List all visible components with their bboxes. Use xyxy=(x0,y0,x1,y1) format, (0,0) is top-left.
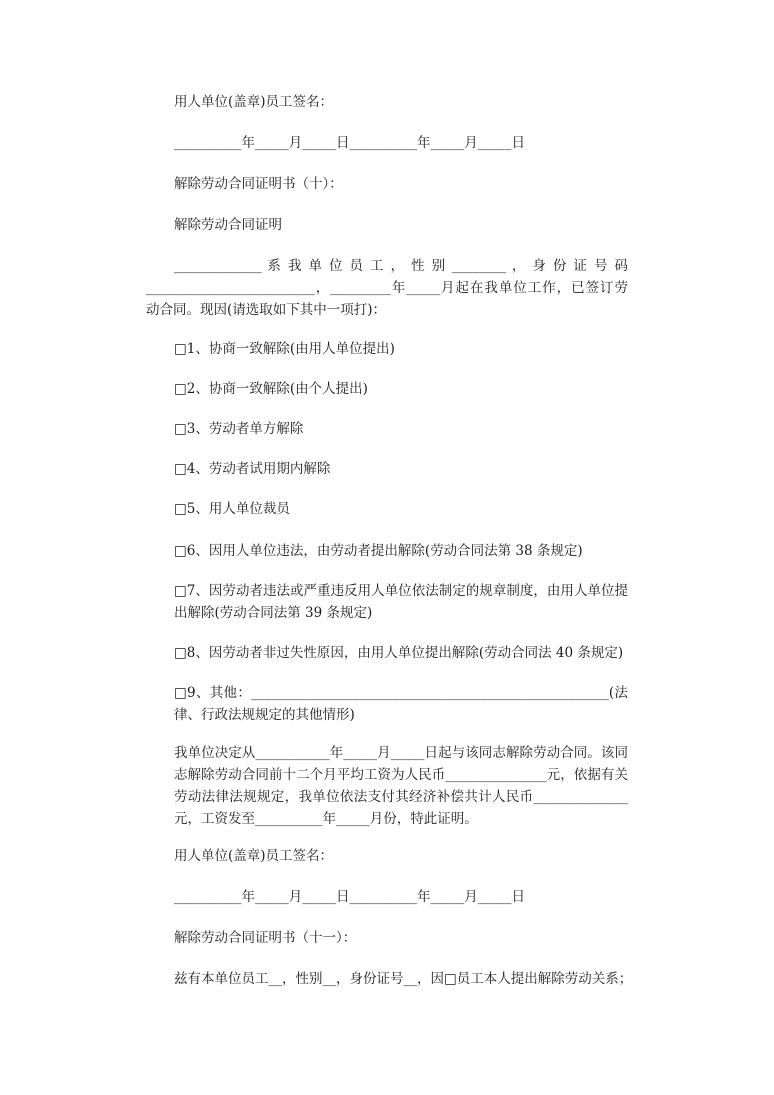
option-item: □5、用人单位裁员 xyxy=(174,501,290,517)
intro-paragraph-line: _____________ 系 我 单 位 员 工 ， 性 别 ________ ， 身 份 证 号 码 xyxy=(174,258,628,274)
section-subtitle: 解除劳动合同证明 xyxy=(174,217,282,233)
option-item: □8、因劳动者非过失性原因，由用人单位提出解除(劳动合同法 40 条规定) xyxy=(174,645,624,661)
option-item: □1、协商一致解除(由用人单位提出) xyxy=(174,341,395,357)
intro-paragraph-line: _________________________，_________年_____月起在我单位工作，已签订劳 xyxy=(146,280,628,296)
decision-paragraph: 我单位决定从___________年_____月_____日起与该同志解除劳动合同。该同志解除劳动合同前十二个月平均工资为人民币_______________元，依据有关劳动法律法规规定，我单位依法支付其经济补偿共计人民币______________元，工资发至__________年_____月份，特此证明。 xyxy=(174,745,628,827)
option-item: □9、其他：_____________________________________________________(法律、行政法规规定的其他情形) xyxy=(174,685,628,723)
date-line: __________年_____月_____日__________年_____月_____日 xyxy=(174,889,525,905)
option-item: □4、劳动者试用期内解除 xyxy=(174,461,331,477)
section-title: 解除劳动合同证明书（十）： xyxy=(174,176,343,192)
intro-paragraph-line: 动合同。现因(请选取如下其中一项打)： xyxy=(146,302,387,318)
signature-line: 用人单位(盖章)员工签名： xyxy=(174,848,334,864)
option-item: □2、协商一致解除(由个人提出) xyxy=(174,381,368,397)
option-item: □6、因用人单位违法，由劳动者提出解除(劳动合同法第 38 条规定) xyxy=(174,543,583,559)
body-paragraph: 兹有本单位员工__，性别__，身份证号__，因□员工本人提出解除劳动关系； xyxy=(174,971,633,987)
option-item: □7、因劳动者违法或严重违反用人单位依法制定的规章制度，由用人单位提出解除(劳动合同法第 39 条规定) xyxy=(174,583,628,621)
date-line: __________年_____月_____日__________年_____月_____日 xyxy=(174,135,525,151)
section-title: 解除劳动合同证明书（十一）： xyxy=(174,930,357,946)
option-item: □3、劳动者单方解除 xyxy=(174,421,304,437)
signature-line: 用人单位(盖章)员工签名： xyxy=(174,94,334,110)
